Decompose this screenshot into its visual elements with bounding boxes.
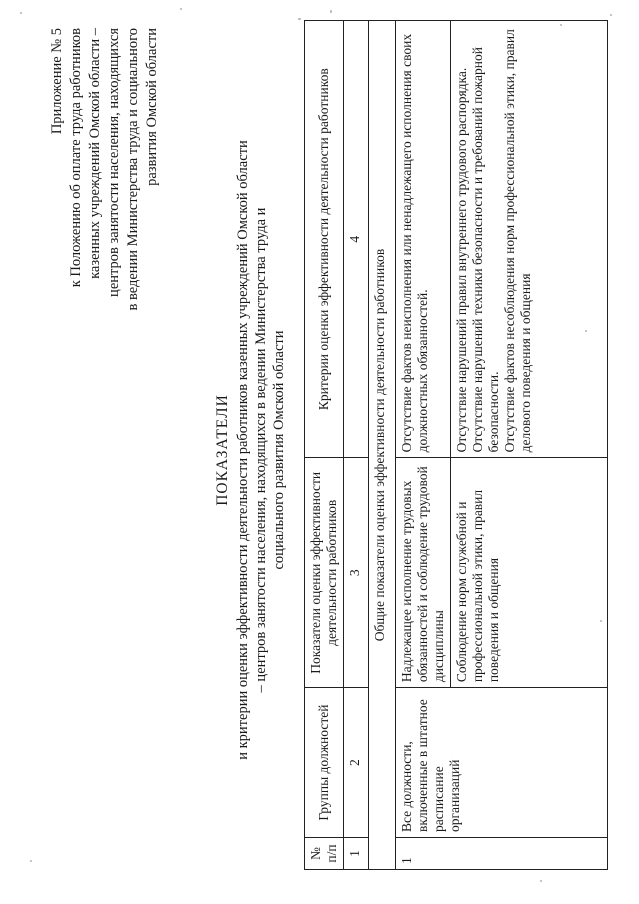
appendix-line: центров занятости населения, находящихся [106,28,122,297]
table-row [396,21,451,870]
rotated-document-page [18,10,618,890]
col-number: 1 [344,838,369,870]
table-header-row [305,21,344,870]
title-line: социального развития Омской области [271,330,287,570]
col-number: 3 [344,458,369,688]
appendix-line: Приложение № 5 [49,28,65,135]
criteria-line: Отсутствие нарушений правил внутреннего трудового распорядка. [454,67,469,453]
document-title [214,10,288,890]
row-indicator: Соблюдение норм служебной и профессиональной этики, правил поведения и общения [451,458,608,688]
header-indicators: Показатели оценки эффективности деятельности работников [305,458,344,688]
section-row [369,21,396,870]
row-criteria-multi [451,21,608,458]
title-line: и критерии оценки эффективности деятельности работников казенных учреждений Омской области [235,140,251,760]
header-num: № п/п [305,838,344,870]
criteria-line: Отсутствие нарушений техники безопасности и требований пожарной безопасности. [470,47,501,453]
row-group: Все должности, включенные в штатное расписание организаций [396,688,608,838]
title-line: – центров занятости населения, находящихся в ведении Министерства труда и [253,207,269,693]
appendix-line: к Положению об оплате труда работников [68,28,84,288]
appendix-header [48,28,162,448]
row-num: 1 [396,838,608,870]
criteria-table [304,20,608,870]
row-indicator: Надлежащее исполнение трудовых обязанностей и соблюдение трудовой дисциплины [396,458,451,688]
header-criteria: Критерии оценки эффективности деятельности работников [305,21,344,458]
criteria-line: Отсутствие фактов несоблюдения норм профессиональной этики, правил делового поведения и общения [502,29,533,453]
section-title: Общие показатели оценки эффективности деятельности работников [369,21,396,870]
col-number: 2 [344,688,369,838]
col-number: 4 [344,21,369,458]
title-main: ПОКАЗАТЕЛИ [214,394,231,506]
appendix-line: развития Омской области [144,28,160,186]
header-groups: Группы должностей [305,688,344,838]
appendix-line: казенных учреждений Омской области – [87,28,103,279]
appendix-line: в ведении Министерства труда и социального [125,28,141,311]
row-criteria: Отсутствие фактов неисполнения или ненадлежащего исполнения своих должностных обязанностей. [396,21,451,458]
column-number-row [344,21,369,870]
